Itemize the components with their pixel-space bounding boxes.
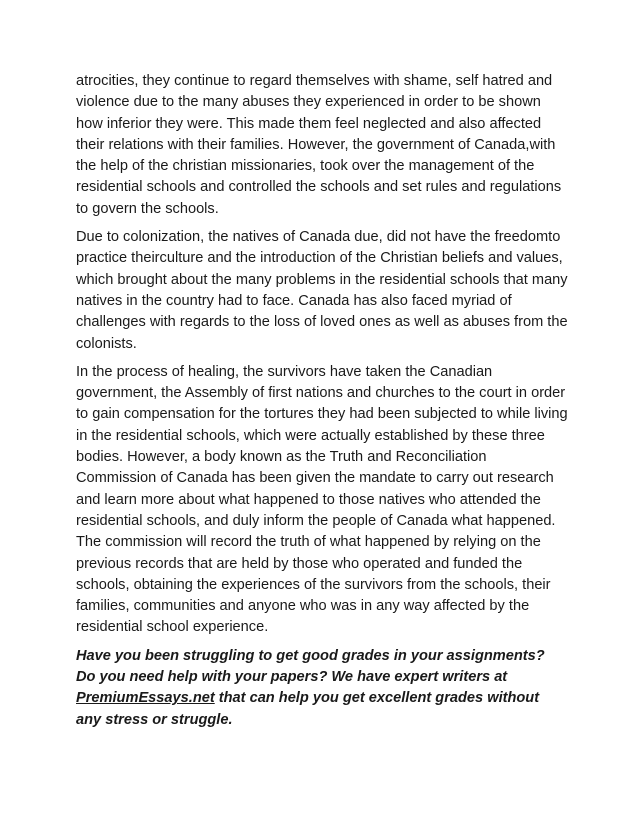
paragraph-2: Due to colonization, the natives of Canada due, did not have the freedomto practice theirculture and the introduction of the Christian beliefs and values, which brought about the many problems in the residential schools that many natives in the country had to face. Canada has also faced myriad of challenges with regards to the loss of loved ones as well as abuses from the colonists. [76,229,568,352]
paragraph-1: atrocities, they continue to regard themselves with shame, self hatred and violence due to the many abuses they experienced in order to be shown how inferior they were. This made them feel neglected and also affected their relations with their families. However, the government of Canada,with the help of the christian missionaries, took over the management of the residential schools and controlled the schools and set rules and regulations to govern the schools. [76,73,562,217]
promo-text-before: Have you been struggling to get good grades in your assignments? Do you need help with your papers? We have expert writers at [76,647,545,686]
paragraph-3: In the process of healing, the survivors have taken the Canadian government, the Assembly of first nations and churches to the court in order to gain compensation for the tortures they had been subjected to while living in the residential schools, which were actually established by these three bodies. However, a body known as the Truth and Reconciliation Commission of Canada has been given the mandate to carry out research and learn more about what happened to those natives who attended the residential schools, and duly inform the people of Canada what happened. The commission will record the truth of what happened by relying on the previous records that are held by those who operated and funded the schools, obtaining the experiences of the survivors from the schools, their families, communities and anyone who was in any way affected by the residential school experience. [76,363,568,636]
premiumessays-link[interactable]: PremiumEssays.net [76,690,215,707]
promo-paragraph [76,646,568,731]
promo-text-after: that can help you get excellent grades without any stress or struggle. [76,690,540,728]
document-page [76,71,568,738]
